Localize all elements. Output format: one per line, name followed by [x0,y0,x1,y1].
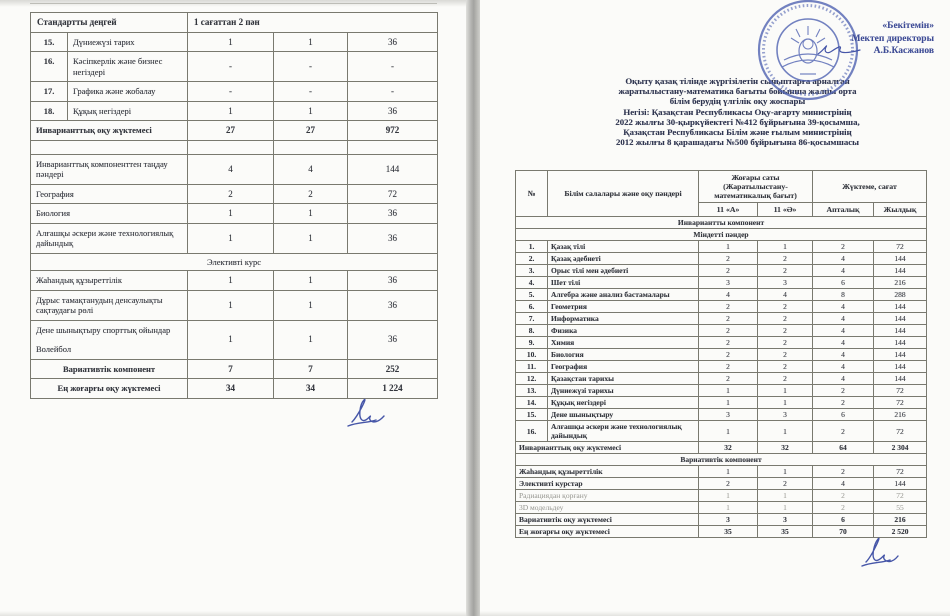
value-cell: 2 [813,241,874,253]
summary-value-cell: 972 [348,121,438,141]
row-number-cell: 4. [516,277,548,289]
value-cell: 36 [348,223,438,253]
subject-label-cell: Геометрия [548,301,699,313]
table-row [31,204,438,224]
row-number-cell: 15. [31,32,68,52]
value-cell: 144 [874,265,927,277]
right-curriculum-table [515,170,927,538]
value-cell: 1 [188,204,274,224]
track-group-header: Жоғары саты (Жаратылыстану-математикалық бағыт) [699,171,813,203]
value-cell: 1 [188,320,274,359]
table-row [31,32,438,52]
weekly-header: Апталық [813,203,874,217]
value-cell: 36 [348,32,438,52]
director-name: А.Б.Касжанов [873,46,934,56]
row-number-cell: 15. [516,409,548,421]
row-number-cell: 1. [516,241,548,253]
class-11ae-header: 11 «Ә» [758,203,813,217]
table-row [31,184,438,204]
value-cell: 72 [874,466,927,478]
summary-value-cell: 32 [758,442,813,454]
table-row [516,349,927,361]
value-cell: 1 [699,385,758,397]
summary-value-cell: 27 [274,121,348,141]
table-row [516,421,927,442]
summary-value-cell: 2 304 [874,442,927,454]
value-cell: 144 [874,337,927,349]
elective-label-cell: 3D модельдеу [516,502,699,514]
value-cell: 1 [699,397,758,409]
subject-label-cell: Жаһандық құзыреттілік [31,271,188,291]
value-cell: 216 [874,277,927,289]
summary-value-cell: 32 [699,442,758,454]
row-number-cell: 14. [516,397,548,409]
value-cell: 1 [274,101,348,121]
table-row [31,253,438,271]
value-cell: 2 [758,325,813,337]
value-cell: - [274,52,348,82]
row-number-cell: 9. [516,337,548,349]
value-cell: 2 [813,490,874,502]
table-row [516,253,927,265]
value-cell: 1 [758,502,813,514]
table-row [516,373,927,385]
table-row [516,442,927,454]
subject-label-cell: Кәсіпкерлік және бизнес негіздері [68,52,188,82]
document-title [515,76,950,147]
summary-label-cell: Вариативтік оқу жүктемесі [516,514,699,526]
value-cell: 1 [274,204,348,224]
value-cell: 2 [699,325,758,337]
table-row [516,502,927,514]
value-cell: 2 [699,337,758,349]
value-cell: 3 [699,277,758,289]
subjects-column-header: Білім салалары және оқу пәндері [548,171,699,217]
title-line: Қазақстан Республикасы Білім және ғылым министрінің [623,127,852,138]
value-cell: 36 [348,101,438,121]
value-cell: 144 [874,253,927,265]
value-cell: 2 [699,478,758,490]
row-number-cell: 8. [516,325,548,337]
section-label-cell: Міндетті пәндер [516,229,927,241]
table-row [516,217,927,229]
table-row [31,290,438,320]
value-cell: 2 [699,349,758,361]
table-row [516,514,927,526]
value-cell: 1 [758,385,813,397]
value-cell: 1 [274,271,348,291]
value-cell: 1 [188,223,274,253]
subject-label-cell: Физика [548,325,699,337]
approve-label: «Бекітемін» [882,21,934,31]
table-row [516,265,927,277]
value-cell: 4 [813,349,874,361]
table-row [516,229,927,241]
subject-label-cell: Графика және жобалау [68,82,188,102]
value-cell: 2 [813,397,874,409]
title-line: жаратылыстану-математика бағыты бойынша жалпы орта [618,86,857,97]
table-row [516,301,927,313]
value-cell: 72 [874,421,927,442]
summary-value-cell: 3 [758,514,813,526]
elective-label-cell: Элективті курстар [516,478,699,490]
summary-value-cell: 35 [758,526,813,538]
elective-label-cell: Жаһандық құзыреттілік [516,466,699,478]
value-cell: - [188,52,274,82]
value-cell: 6 [813,409,874,421]
table-row [31,52,438,82]
value-cell: - [348,82,438,102]
subject-sublabel: Волейбол [36,344,72,354]
table-row [31,101,438,121]
title-line: 2022 жылғы 30-қыркүйектегі №412 бұйрығына 39-қосымша, [615,116,860,127]
value-cell: 1 [188,101,274,121]
value-cell: 1 [758,490,813,502]
row-number-cell: 11. [516,361,548,373]
value-cell: 2 [758,337,813,349]
row-number-cell: 5. [516,289,548,301]
yearly-header: Жылдық [874,203,927,217]
value-cell: 4 [699,289,758,301]
value-cell: 36 [348,290,438,320]
value-cell: 3 [758,409,813,421]
subject-label-cell: Қазақ тілі [548,241,699,253]
row-number-cell: 7. [516,313,548,325]
subject-label-cell: География [548,361,699,373]
value-cell: 1 [699,490,758,502]
value-cell: 1 [274,320,348,359]
row-number-cell: 12. [516,373,548,385]
value-cell: 1 [188,271,274,291]
summary-label-cell: Вариативтік компонент [31,359,188,379]
subject-label-cell: Дүниежүзі тарих [68,32,188,52]
load-group-header: Жүктеме, сағат [813,171,927,203]
summary-value-cell: 34 [188,379,274,399]
value-cell: 4 [813,313,874,325]
value-cell: 72 [874,490,927,502]
subject-label-cell: Дене шынықтыру спорттық ойындар Волейбол [31,320,188,359]
value-cell: 2 [813,502,874,514]
value-cell: 72 [874,241,927,253]
title-line: 2012 жылғы 8 қарашадағы №500 бұйрығына 86-қосымшасы [615,137,860,148]
empty-cell [188,140,274,154]
page-left [0,0,466,616]
value-cell: 144 [874,373,927,385]
table-row [516,478,927,490]
summary-value-cell: 7 [188,359,274,379]
value-cell: 2 [758,265,813,277]
value-cell: 1 [758,421,813,442]
value-cell: 2 [699,361,758,373]
summary-label-cell: Инварианттық оқу жүктемесі [516,442,699,454]
row-number-cell: 6. [516,301,548,313]
value-cell: 2 [813,466,874,478]
row-number-cell: 17. [31,82,68,102]
table-row [516,337,927,349]
subject-label-cell: Дұрыс тамақтанудың денсаулықты сақтаудағы рөлі [31,290,188,320]
table-row [31,320,438,359]
elective-label-cell: Радиациядан қорғану [516,490,699,502]
value-cell: 1 [188,290,274,320]
value-cell: 288 [874,289,927,301]
value-cell: 2 [699,373,758,385]
table-row [31,121,438,141]
summary-label-cell: Ең жоғарғы оқу жүктемесі [31,379,188,399]
number-column-header: № [516,171,548,217]
value-cell: 4 [274,154,348,184]
value-cell: 4 [813,301,874,313]
section-label-cell: Элективті курс [31,253,438,271]
title-line: Оқыту қазақ тілінде жүргізілетін сыныптарға арналған [625,76,850,86]
empty-cell [274,140,348,154]
value-cell: 1 [699,502,758,514]
value-cell: 4 [813,373,874,385]
empty-cell [31,140,188,154]
summary-label-cell: Инварианттық оқу жүктемесі [31,121,188,141]
value-cell: 1 [699,241,758,253]
subject-label-cell: Биология [31,204,188,224]
hours-header: 1 сағаттан 2 пән [188,13,438,33]
subject-label-cell: Алгебра және анализ бастамалары [548,289,699,301]
subject-label-cell: Алғашқы әскери және технологиялық дайындық [31,223,188,253]
value-cell: 1 [274,290,348,320]
value-cell: 1 [699,466,758,478]
table-row [31,359,438,379]
table-row [31,271,438,291]
value-cell: 55 [874,502,927,514]
value-cell: 2 [758,349,813,361]
approval-block [851,20,934,58]
row-number-cell: 16. [31,52,68,82]
value-cell: 144 [874,313,927,325]
value-cell: 36 [348,204,438,224]
row-number-cell: 16. [516,421,548,442]
row-number-cell: 10. [516,349,548,361]
subject-label-cell: Қазақстан тарихы [548,373,699,385]
value-cell: 2 [699,253,758,265]
summary-value-cell: 27 [188,121,274,141]
title-line: білім берудің үлгілік оқу жоспары [669,96,806,107]
left-table-header-row [31,13,438,33]
value-cell: 144 [874,349,927,361]
value-cell: 2 [758,478,813,490]
summary-label-cell: Ең жоғарғы оқу жүктемесі [516,526,699,538]
right-table-header-row1 [516,171,927,203]
value-cell: 3 [699,409,758,421]
summary-value-cell: 34 [274,379,348,399]
value-cell: 72 [874,385,927,397]
value-cell: 2 [758,373,813,385]
value-cell: 8 [813,289,874,301]
table-row [516,277,927,289]
value-cell: 2 [699,313,758,325]
row-number-cell: 18. [31,101,68,121]
table-row [31,223,438,253]
value-cell: 4 [813,325,874,337]
value-cell: 36 [348,271,438,291]
value-cell: 2 [188,184,274,204]
value-cell: 144 [348,154,438,184]
value-cell: 216 [874,409,927,421]
table-row [516,385,927,397]
subject-label-cell: Дене шынықтыру [548,409,699,421]
table-row [516,361,927,373]
table-top-hairline [30,3,437,4]
value-cell: - [348,52,438,82]
value-cell: 2 [813,421,874,442]
value-cell: 3 [758,277,813,289]
row-number-cell: 2. [516,253,548,265]
value-cell: 1 [758,397,813,409]
summary-value-cell: 64 [813,442,874,454]
summary-value-cell: 1 224 [348,379,438,399]
subject-label-cell: География [31,184,188,204]
subject-label-cell: Информатика [548,313,699,325]
value-cell: 4 [813,265,874,277]
left-curriculum-table [30,12,438,399]
subject-label-cell: Орыс тілі мен әдебиеті [548,265,699,277]
class-11a-header: 11 «А» [699,203,758,217]
director-role: Мектеп директоры [851,33,934,44]
subject-label-cell: Құқық негіздері [68,101,188,121]
subject-label-cell: Дүниежүзі тарихы [548,385,699,397]
summary-value-cell: 70 [813,526,874,538]
value-cell: 144 [874,361,927,373]
value-cell: 144 [874,325,927,337]
value-cell: 36 [348,320,438,359]
summary-value-cell: 3 [699,514,758,526]
subject-label-cell: Қазақ әдебиеті [548,253,699,265]
value-cell: 4 [758,289,813,301]
table-row [516,454,927,466]
value-cell: 2 [813,385,874,397]
value-cell: 2 [758,313,813,325]
title-line: Негізі: Қазақстан Республикасы Оқу-ағарту министрінің [623,106,852,117]
table-row [31,140,438,154]
summary-value-cell: 35 [699,526,758,538]
subject-label-cell: Шет тілі [548,277,699,289]
value-cell: 4 [813,361,874,373]
value-cell: 72 [348,184,438,204]
empty-cell [348,140,438,154]
summary-value-cell: 216 [874,514,927,526]
standard-level-header: Стандартты деңгей [31,13,188,33]
value-cell: 1 [274,223,348,253]
page-right [480,0,950,616]
table-row [516,325,927,337]
table-row [516,490,927,502]
summary-value-cell: 7 [274,359,348,379]
value-cell: 2 [758,253,813,265]
subject-label-cell: Алғашқы әскери және технологиялық дайындық [548,421,699,442]
summary-value-cell: 252 [348,359,438,379]
table-row [516,289,927,301]
section-label-cell: Вариативтік компонент [516,454,927,466]
value-cell: - [274,82,348,102]
signature-scribble-left [346,392,396,432]
value-cell: 1 [188,32,274,52]
subject-label-cell: Химия [548,337,699,349]
row-number-cell: 13. [516,385,548,397]
value-cell: 4 [188,154,274,184]
value-cell: 144 [874,301,927,313]
value-cell: 2 [274,184,348,204]
page-gutter [466,0,480,616]
value-cell: 1 [758,241,813,253]
value-cell: - [188,82,274,102]
value-cell: 2 [699,265,758,277]
value-cell: 2 [699,301,758,313]
section-label-cell: Инвариантты компонент [516,217,927,229]
signature-scribble-right [858,530,908,572]
value-cell: 6 [813,277,874,289]
summary-value-cell: 2 520 [874,526,927,538]
value-cell: 4 [813,337,874,349]
table-row [31,154,438,184]
subject-label-cell: Құқық негіздері [548,397,699,409]
value-cell: 1 [699,421,758,442]
table-row [516,241,927,253]
value-cell: 1 [274,32,348,52]
row-number-cell: 3. [516,265,548,277]
value-cell: 2 [758,301,813,313]
table-row [31,82,438,102]
subject-label-cell: Биология [548,349,699,361]
director-signature-scribble [816,40,862,60]
value-cell: 2 [758,361,813,373]
table-row [516,466,927,478]
value-cell: 144 [874,478,927,490]
table-row [516,313,927,325]
summary-value-cell: 6 [813,514,874,526]
table-row [516,409,927,421]
subject-label-cell: Инварианттық компоненттен таңдау пәндері [31,154,188,184]
value-cell: 72 [874,397,927,409]
value-cell: 4 [813,253,874,265]
table-row [516,397,927,409]
value-cell: 4 [813,478,874,490]
value-cell: 1 [758,466,813,478]
